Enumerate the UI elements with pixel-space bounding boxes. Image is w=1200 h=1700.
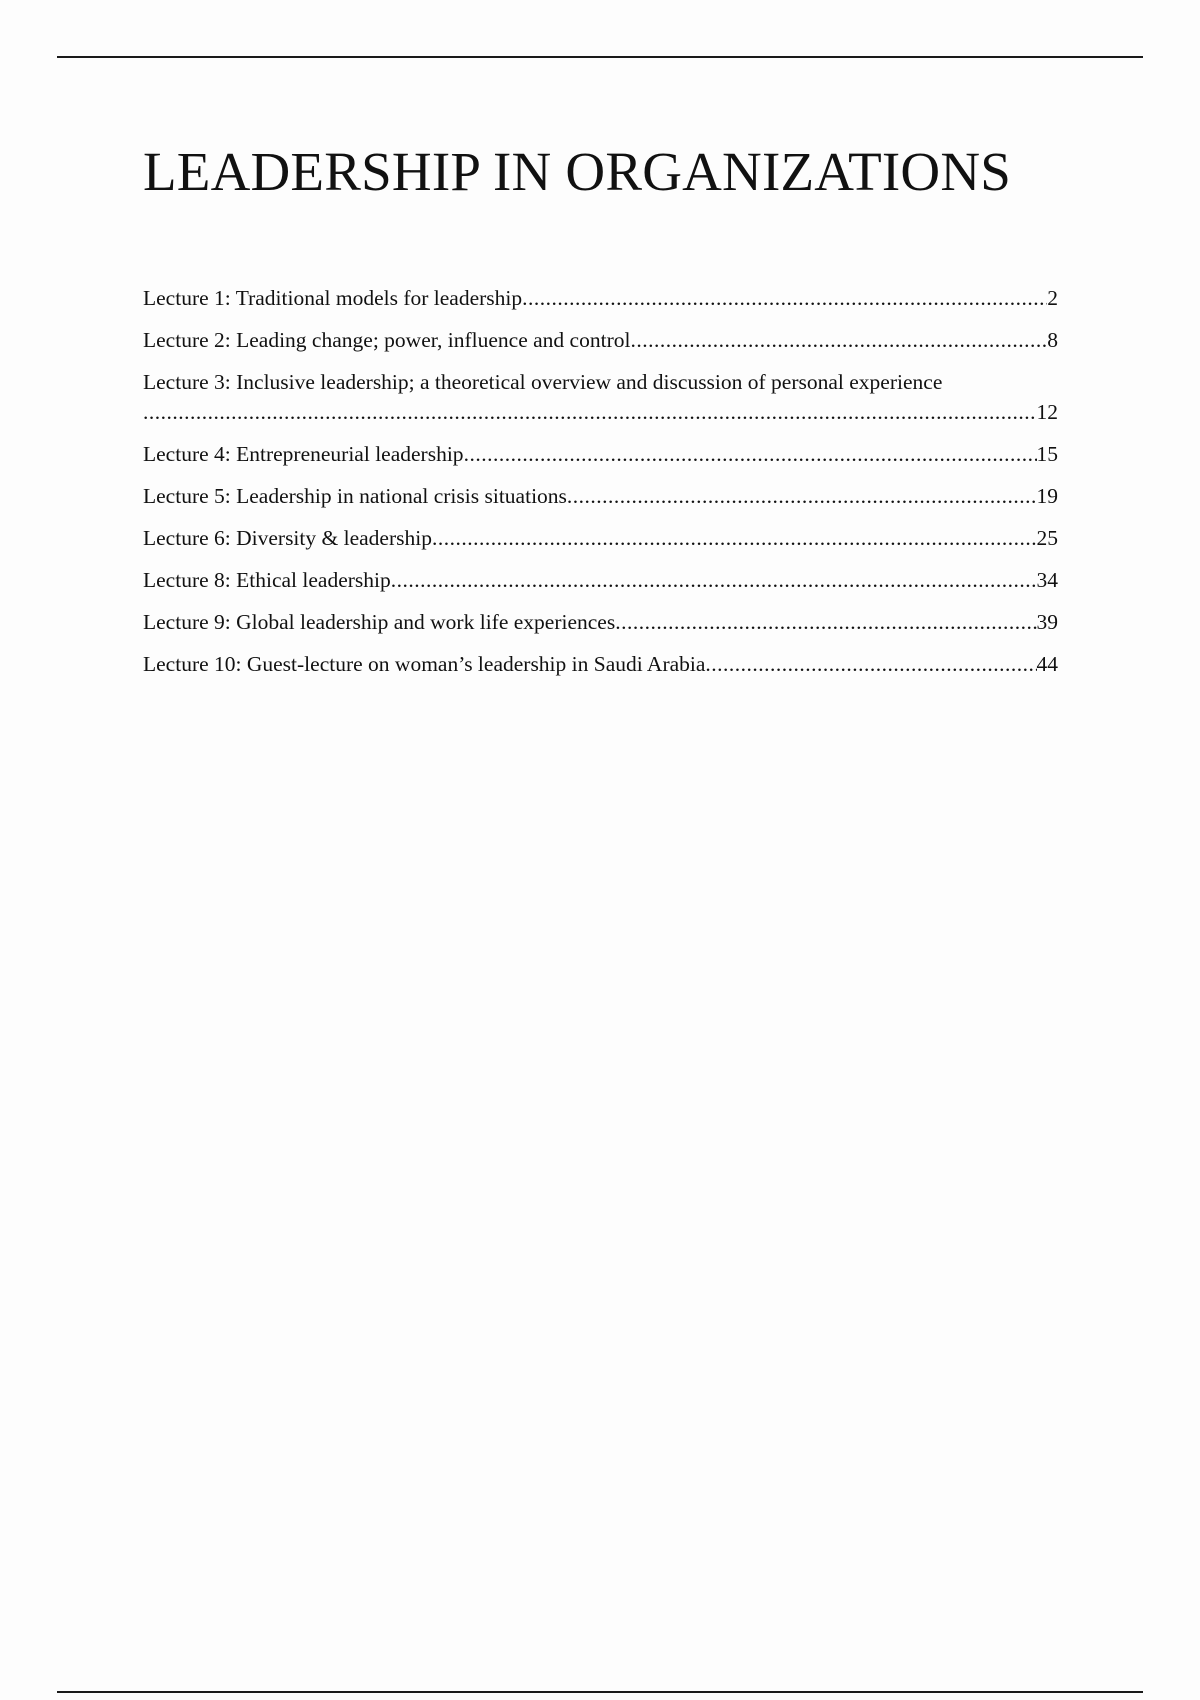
toc-dot-leader — [615, 607, 1036, 637]
toc-page-number: 39 — [1036, 610, 1058, 634]
toc-entry-lecture-5[interactable] — [143, 481, 1058, 511]
toc-entry-continuation — [143, 397, 1058, 427]
toc-entry-lecture-6[interactable] — [143, 523, 1058, 553]
toc-dot-leader — [705, 649, 1036, 679]
toc-dot-leader — [143, 397, 1037, 427]
toc-dot-leader — [630, 325, 1047, 355]
toc-page-number: 25 — [1036, 526, 1058, 550]
toc-entry-label: Lecture 6: Diversity & leadership — [143, 526, 432, 550]
toc-dot-leader — [391, 565, 1037, 595]
toc-entry-label: Lecture 3: Inclusive leadership; a theoretical overview and discussion of personal experience — [143, 370, 943, 394]
toc-page-number: 8 — [1047, 328, 1058, 352]
toc-page-number: 44 — [1036, 652, 1058, 676]
toc-entry-lecture-3[interactable] — [143, 367, 1058, 427]
toc-entry-lecture-2[interactable] — [143, 325, 1058, 355]
toc-dot-leader — [567, 481, 1037, 511]
toc-entry-label: Lecture 2: Leading change; power, influence and control — [143, 328, 631, 352]
toc-entry-label: Lecture 5: Leadership in national crisis situations — [143, 484, 567, 508]
toc-page-number: 19 — [1036, 484, 1058, 508]
toc-entry-lecture-4[interactable] — [143, 439, 1058, 469]
toc-entry-label: Lecture 4: Entrepreneurial leadership — [143, 442, 464, 466]
toc-page-number: 2 — [1047, 286, 1058, 310]
header-rule — [57, 56, 1143, 58]
toc-page-number: 12 — [1036, 400, 1058, 424]
toc-entry-label: Lecture 1: Traditional models for leadership — [143, 286, 523, 310]
toc-page-number: 34 — [1036, 568, 1058, 592]
toc-entry-lecture-8[interactable] — [143, 565, 1058, 595]
toc-dot-leader — [522, 283, 1047, 313]
toc-entry-label: Lecture 9: Global leadership and work life experiences — [143, 610, 616, 634]
toc-dot-leader — [464, 439, 1037, 469]
toc-entry-label: Lecture 10: Guest-lecture on woman’s leadership in Saudi Arabia — [143, 652, 706, 676]
document-title: LEADERSHIP IN ORGANIZATIONS — [143, 141, 1012, 202]
toc-entry-lecture-10[interactable] — [143, 649, 1058, 679]
table-of-contents — [143, 283, 1058, 691]
toc-entry-lecture-9[interactable] — [143, 607, 1058, 637]
toc-dot-leader — [432, 523, 1037, 553]
toc-entry-label: Lecture 8: Ethical leadership — [143, 568, 391, 592]
toc-page-number: 15 — [1036, 442, 1058, 466]
toc-entry-lecture-1[interactable] — [143, 283, 1058, 313]
footer-rule — [57, 1691, 1143, 1693]
